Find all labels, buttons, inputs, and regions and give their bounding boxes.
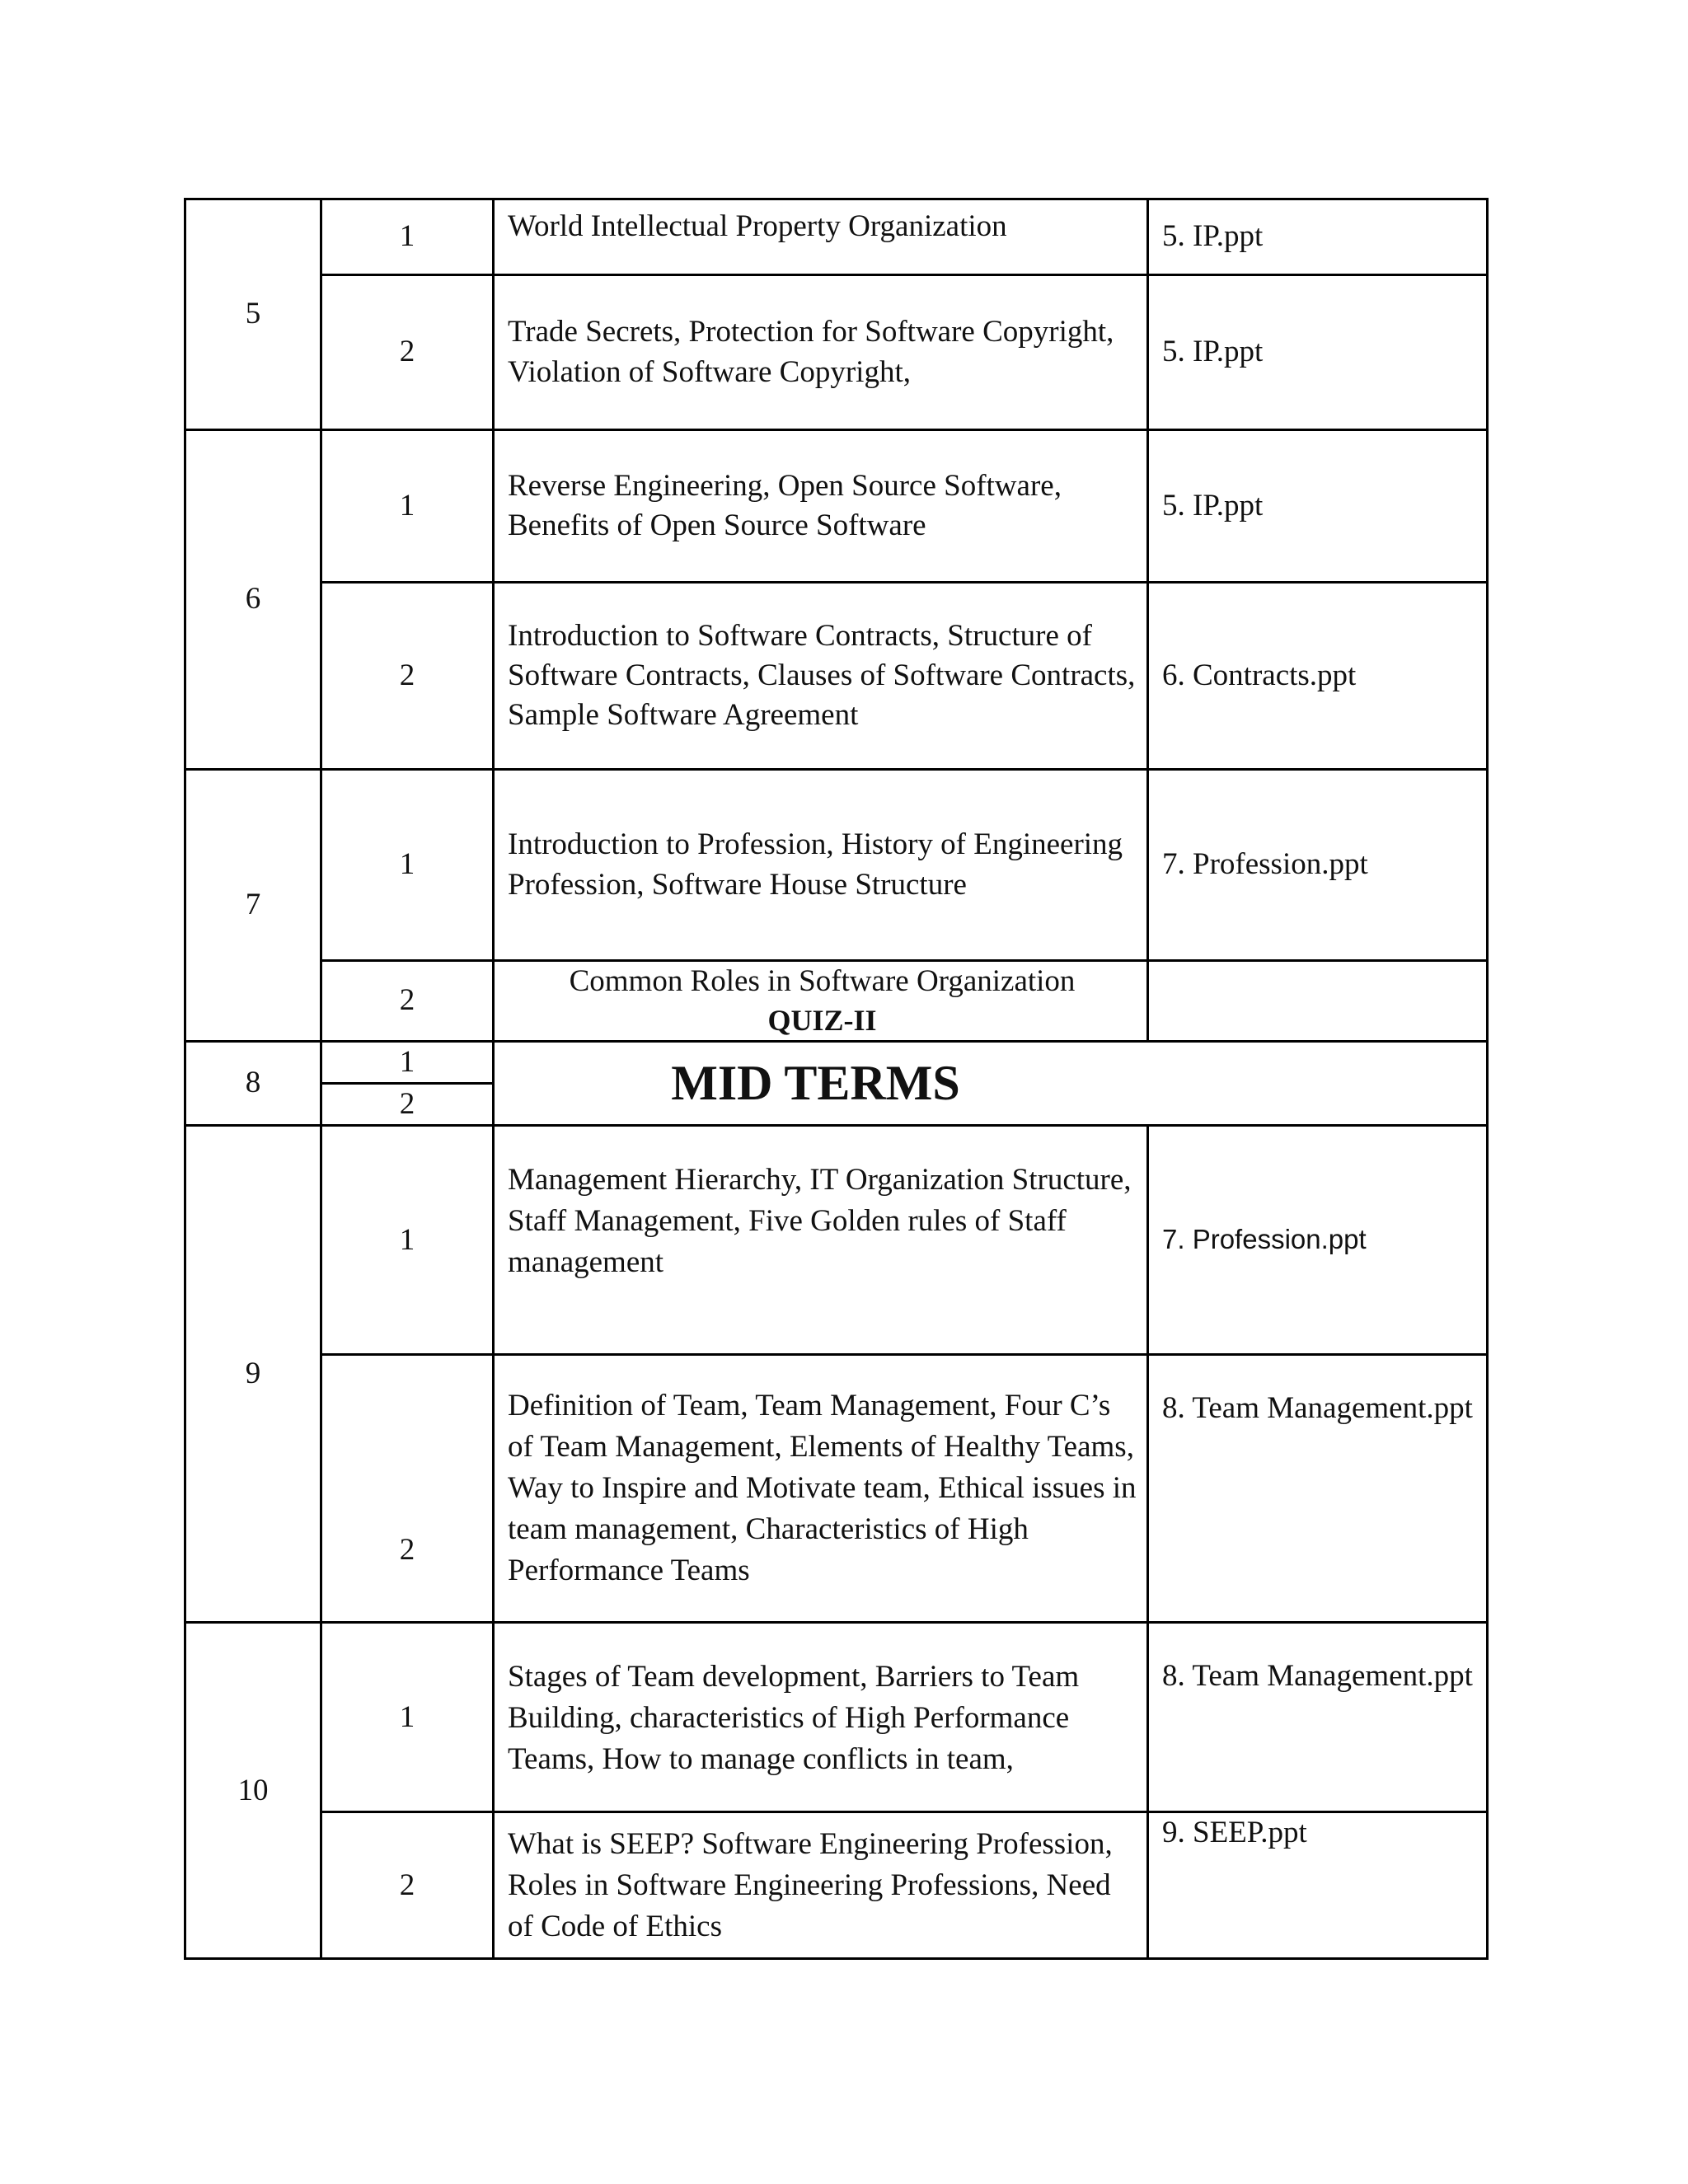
week-number: 8 (185, 1041, 321, 1125)
table-row (185, 275, 1488, 430)
lecture-number: 2 (321, 1355, 494, 1623)
topic-cell: Management Hierarchy, IT Organization Structure, Staff Management, Five Golden rules of Staff management (494, 1126, 1148, 1355)
table-row (185, 1812, 1488, 1959)
lecture-number: 1 (321, 1126, 494, 1355)
table-row (185, 430, 1488, 583)
table-row (185, 199, 1488, 275)
mid-terms-heading: MID TERMS (671, 1056, 960, 1111)
resource-cell: 8. Team Management.ppt (1148, 1623, 1488, 1812)
topic-cell: Trade Secrets, Protection for Software Copyright, Violation of Software Copyright, (494, 275, 1148, 430)
resource-cell: 5. IP.ppt (1148, 199, 1488, 275)
week-number: 9 (185, 1126, 321, 1623)
lecture-number: 2 (321, 1083, 494, 1125)
table-row (185, 961, 1488, 1042)
lecture-number: 1 (321, 770, 494, 961)
week-number: 6 (185, 430, 321, 770)
quiz-label: QUIZ-II (767, 1004, 877, 1038)
topic-cell: Introduction to Profession, History of Engineering Profession, Software House Structure (494, 770, 1148, 961)
table-row (185, 1041, 1488, 1083)
topic-text: Common Roles in Software Organization (569, 964, 1076, 998)
week-number: 5 (185, 199, 321, 430)
table-row (185, 1623, 1488, 1812)
lecture-number: 1 (321, 1623, 494, 1812)
resource-cell: 8. Team Management.ppt (1148, 1355, 1488, 1623)
resource-cell: 5. IP.ppt (1148, 430, 1488, 583)
topic-cell: Introduction to Software Contracts, Structure of Software Contracts, Clauses of Software Contracts, Sample Software Agreement (494, 583, 1148, 770)
resource-cell (1148, 961, 1488, 1042)
resource-cell: 7. Profession.ppt (1148, 770, 1488, 961)
resource-cell: 9. SEEP.ppt (1148, 1812, 1488, 1959)
topic-cell: What is SEEP? Software Engineering Profession, Roles in Software Engineering Professions, Need of Code of Ethics (494, 1812, 1148, 1959)
topic-cell: World Intellectual Property Organization (494, 199, 1148, 275)
resource-cell: 5. IP.ppt (1148, 275, 1488, 430)
week-number: 7 (185, 770, 321, 1042)
topic-cell (494, 961, 1148, 1042)
lecture-number: 1 (321, 199, 494, 275)
table-row (185, 1126, 1488, 1355)
table-row (185, 1355, 1488, 1623)
course-schedule-table (184, 198, 1489, 1960)
table-row (185, 583, 1488, 770)
mid-terms-cell (494, 1041, 1488, 1125)
table-row (185, 770, 1488, 961)
lecture-number: 1 (321, 1041, 494, 1083)
topic-cell: Definition of Team, Team Management, Four C’s of Team Management, Elements of Healthy Teams, Way to Inspire and Motivate team, Ethical issues in team management, Characteristics of High Performance Teams (494, 1355, 1148, 1623)
lecture-number: 2 (321, 1812, 494, 1959)
lecture-number: 2 (321, 583, 494, 770)
topic-cell: Stages of Team development, Barriers to Team Building, characteristics of High Performance Teams, How to manage conflicts in team, (494, 1623, 1148, 1812)
resource-cell: 7. Profession.ppt (1148, 1126, 1488, 1355)
resource-cell: 6. Contracts.ppt (1148, 583, 1488, 770)
lecture-number: 1 (321, 430, 494, 583)
week-number: 10 (185, 1623, 321, 1959)
lecture-number: 2 (321, 961, 494, 1042)
lecture-number: 2 (321, 275, 494, 430)
topic-cell: Reverse Engineering, Open Source Software, Benefits of Open Source Software (494, 430, 1148, 583)
